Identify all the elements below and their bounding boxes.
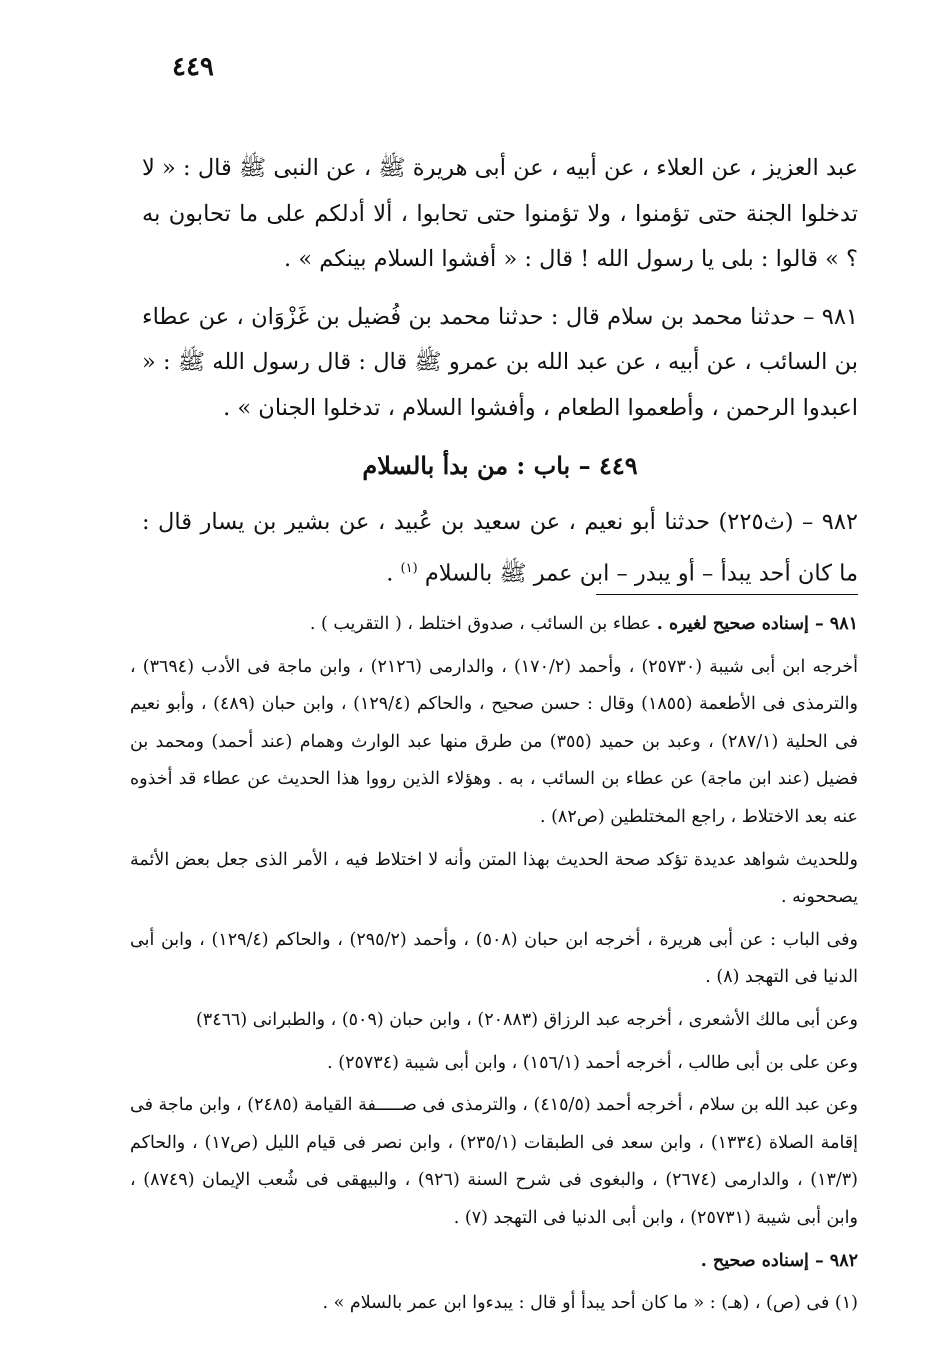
footnote-981-text: عطاء بن السائب ، صدوق اختلط ، ( التقريب ) . <box>309 614 657 634</box>
footnotes <box>130 606 858 1328</box>
footnote-bab: وفى الباب : عن أبى هريرة ، أخرجه ابن حبان (٥٠٨) ، وأحمد (٢٩٥/٢) ، والحاكم (١٢٩/٤) ، وابن أبى الدنيا فى التهجد (٨) . <box>130 929 858 988</box>
page-number: ٤٤٩ <box>172 52 214 82</box>
main-text <box>142 146 858 609</box>
footnote-ibn-salam: وعن عبد الله بن سلام ، أخرجه أحمد (٤١٥/٥) ، والترمذى فى صـــــفة القيامة (٢٤٨٥) ، وابن ماجة فى إقامة الصلاة (١٣٣٤) ، وابن سعد فى الطبقات (٢٣٥/١) ، وابن نصر فى قيام الليل (ص١٧) ، والحاكم (١٣/٣) ، والدارمى (٢٦٧٤) ، والبغوى فى شرح السنة (٩٢٦) ، والبيهقى فى شُعب الإيمان (٨٧٤٩) ، وابن أبى شيبة (٢٥٧٣١) ، وابن أبى الدنيا فى التهجد (٧) . <box>130 1095 859 1228</box>
hadith-981-paragraph: ٩٨١ – حدثنا محمد بن سلام قال : حدثنا محمد بن فُضيل بن غَزْوَان ، عن عطاء بن السائب ، عن أبيه ، عن عبد الله بن عمرو ﷺ قال : قال رسول الله ﷺ : « اعبدوا الرحمن ، وأطعموا الطعام ، وأفشوا السلام ، تدخلوا الجنان » . <box>142 303 858 421</box>
hadith-982-paragraph <box>142 500 858 597</box>
footnote-ashari: وعن أبى مالك الأشعرى ، أخرجه عبد الرزاق (٢٠٨٨٣) ، وابن حبان (٥٠٩) ، والطبرانى (٣٤٦٦) <box>195 1009 858 1030</box>
footnote-981-lead: ٩٨١ – إسناده صحيح لغيره . <box>656 614 858 634</box>
footnote-reference: (١) <box>400 560 418 576</box>
footnote-981-shawahid: وللحديث شواهد عديدة تؤكد صحة الحديث بهذا المتن وأنه لا اختلاط فيه ، الأمر الذى جعل بعض الأئمة يصححونه . <box>130 849 858 908</box>
chapter-heading: ٤٤٩ – باب : من بدأ بالسلام <box>362 451 638 480</box>
footnote-981-takhrij: أخرجه ابن أبى شيبة (٢٥٧٣٠) ، وأحمد (١٧٠/٢) ، والدارمى (٢١٢٦) ، وابن ماجة فى الأدب (٣٦٩٤) ، والترمذى فى الأطعمة (١٨٥٥) وقال : حسن صحيح ، والحاكم (١٢٩/٤) ، وابن حبان (٤٨٩) ، وأبو نعيم فى الحلية (٢٨٧/١) ، وعبد بن حميد (٣٥٥) من طرق منها عبد الوارث وهمام (عند أحمد) ومحمد بن فضيل (عند ابن ماجة) عن عطاء بن السائب ، به . وهؤلاء الذين رووا هذا الحديث عن عطاء قد أخذوه عنه بعد الاختلاط ، راجع المختلطين (ص٨٢) . <box>130 656 858 827</box>
footnote-982-grading: ٩٨٢ – إسناده صحيح . <box>700 1250 858 1271</box>
footnote-divider <box>596 594 858 595</box>
hadith-982-end: . <box>386 560 401 586</box>
hadith-982-text: ٩٨٢ – (ث٢٢٥) حدثنا أبو نعيم ، عن سعيد بن عُبيد ، عن بشير بن يسار قال : ما كان أحد يبدأ – أو يبدر – ابن عمر ﷺ بالسلام <box>142 509 858 586</box>
footnote-981-grading <box>130 606 858 644</box>
footnote-note-1: (١) فى (ص) ، (هـ) : « ما كان أحد يبدأ أو قال : يبدءوا ابن عمر بالسلام » . <box>322 1293 858 1314</box>
footnote-ali: وعن على بن أبى طالب ، أخرجه أحمد (١٥٦/١) ، وابن أبى شيبة (٢٥٧٣٤) . <box>327 1052 858 1073</box>
hadith-paragraph: عبد العزيز ، عن العلاء ، عن أبيه ، عن أبى هريرة ﷺ ، عن النبى ﷺ قال : « لا تدخلوا الجنة حتى تؤمنوا ، ولا تؤمنوا حتى تحابوا ، ألا أدلكم على ما تحابون به ؟ » قالوا : بلى يا رسول الله ! قال : « أفشوا السلام بينكم » . <box>142 155 858 272</box>
